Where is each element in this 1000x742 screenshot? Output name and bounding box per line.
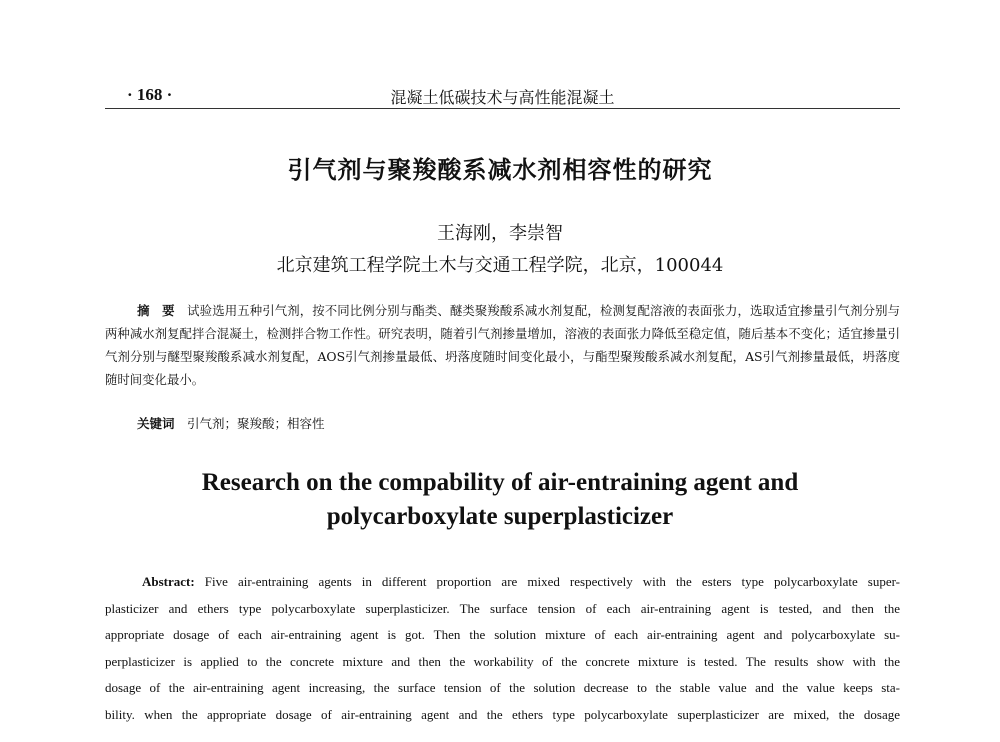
keywords-chinese-text: 引气剂；聚羧酸；相容性 [187,416,325,431]
keywords-chinese-label: 关键词 [137,416,175,431]
affiliation-chinese: 北京建筑工程学院土木与交通工程学院，北京，100044 [276,255,724,276]
running-header [105,83,900,111]
abstract-english-line: bility. when the appropriate dosage of air-entraining agent and the ethers type polycarboxylate superplasticizer are mixed, the dosage [105,706,900,722]
abstract-english-line: Abstract: Five air-entraining agents in different proportion are mixed respectively with the esters type polycarboxylate super- [142,574,900,589]
title-chinese: 引气剂与聚羧酸系减水剂相容性的研究 [287,156,713,184]
abstract-english-line: plasticizer and ethers type polycarboxylate superplasticizer. The surface tension of each air-entraining agent is tested, and then the [105,600,900,616]
abstract-english [105,569,900,728]
abstract-chinese-text: 试验选用五种引气剂，按不同比例分别与酯类、醚类聚羧酸系减水剂复配，检测复配溶液的表面张力，选取适宜掺量引气剂分别与两种减水剂复配拌合混凝土，检测拌合物工作性。研究表明，随着引气剂掺量增加，溶液的表面张力降低至稳定值，随后基本不变化；适宜掺量引气剂分别与醚型聚羧酸系减水剂复配，AOS引气剂掺量最低、坍落度随时间变化最小，与酯型聚羧酸系减水剂复配，AS引气剂掺量最低，坍落度随时间变化最小。 [105,303,901,387]
abstract-english-line: perplasticizer is applied to the concrete mixture and then the workability of the concrete mixture is tested. The results show with the [105,653,900,669]
abstract-chinese-label: 摘 要 [137,303,175,318]
title-english-line-2: polycarboxylate superplasticizer [326,503,674,530]
abstract-english-label: Abstract: [142,574,195,589]
abstract-english-line: dosage of the air-entraining agent increasing, the surface tension of the solution decrease to the stable value and the value keeps sta- [105,680,900,695]
abstract-chinese [105,299,900,391]
title-english-line-1: Research on the compability of air-entraining agent and [201,469,799,496]
header-rule [105,108,900,109]
title-english [0,466,1000,534]
authors-chinese: 王海刚，李崇智 [437,223,563,244]
journal-title: 混凝土低碳技术与高性能混凝土 [390,88,615,107]
keywords-chinese [137,414,325,432]
page-number: · 168 · [127,85,173,104]
abstract-english-line: appropriate dosage of each air-entraining agent is got. Then the solution mixture of each air-entraining agent and polycarboxylate su- [105,627,900,642]
